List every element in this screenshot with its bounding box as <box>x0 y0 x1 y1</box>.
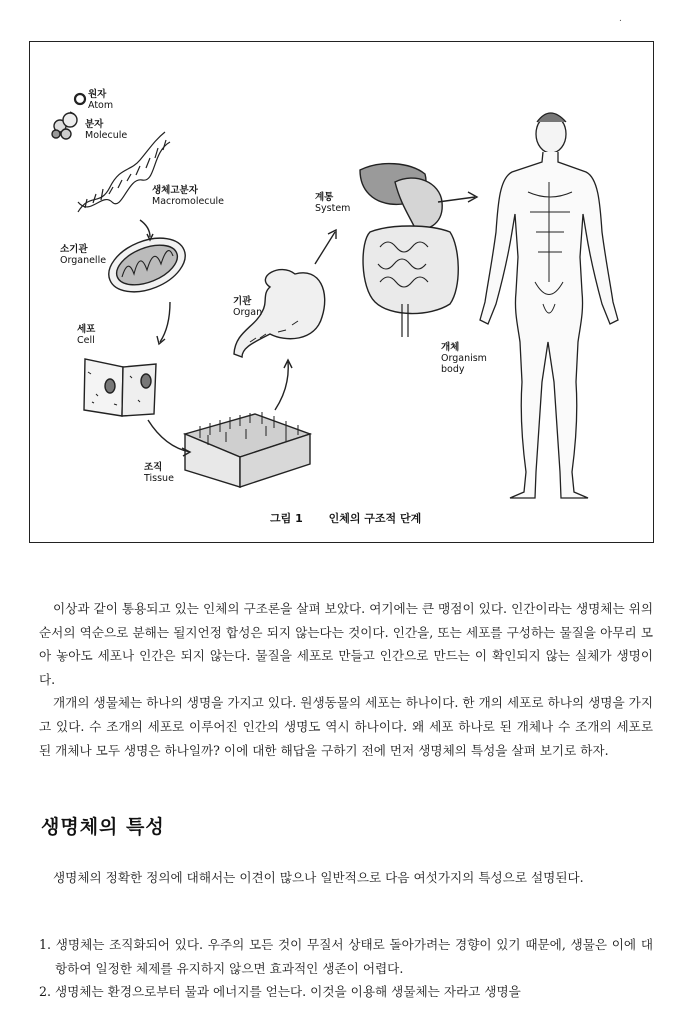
label-macromolecule <box>152 185 224 207</box>
label-atom-en: Atom <box>88 100 114 111</box>
label-cell <box>77 324 95 346</box>
label-organism-en: Organism <box>441 353 487 364</box>
label-organism-ko: 개체 <box>441 342 460 353</box>
label-tissue-ko: 조직 <box>144 462 163 473</box>
label-tissue-en: Tissue <box>144 473 174 484</box>
label-organism-en2: body <box>441 364 465 375</box>
label-organ-en: Organ <box>233 307 263 318</box>
figure-illustration <box>30 42 652 541</box>
label-macromolecule-ko: 생체고분자 <box>152 185 198 196</box>
page-mark: . <box>619 14 622 24</box>
label-organ <box>233 296 262 318</box>
label-cell-en: Cell <box>77 335 95 346</box>
section-title: 생명체의 특성 <box>41 816 165 838</box>
label-molecule <box>85 119 127 141</box>
label-tissue <box>144 462 174 484</box>
paragraph: 개개의 생물체는 하나의 생명을 가지고 있다. 원생동물의 세포는 하나이다. 한 개의 세포로 하나의 생명을 가지고 있다. 수 조개의 세포로 이루어진 인간의 생명도 역시 하나이다. 왜 세포 하나로 된 개체나 수 조개의 세포로 된 개체나 모두 생명은 하나일까? 이에 대한 해답을 구하기 전에 먼저 생명체의 특성을 살펴 보기로 하자. <box>39 695 653 758</box>
list-item: 1. 생명체는 조직화되어 있다. 우주의 모든 것이 무질서 상태로 돌아가려는 경향이 있기 때문에, 생물은 이에 대항하여 일정한 체제를 유지하지 않으면 효과적인 생존이 어렵다. <box>39 937 653 976</box>
figure-caption <box>270 510 421 526</box>
list-item: 2. 생명체는 환경으로부터 물과 에너지를 얻는다. 이것을 이용해 생물체는 자라고 생명을 <box>39 984 521 1000</box>
figure-caption-text: 인체의 구조적 단계 <box>328 512 422 525</box>
label-molecule-en: Molecule <box>85 130 128 141</box>
paragraph: 이상과 같이 통용되고 있는 인체의 구조론을 살펴 보았다. 여기에는 큰 맹점이 있다. 인간이라는 생명체는 위의 순서의 역순으로 분해는 될지언정 합성은 되지 않는다는 것이다. 인간을, 또는 세포를 구성하는 물질을 아무리 모아 놓아도 세포나 인간은 되지 않는다. 물질을 세포로 만들고 인간으로 만드는 이 확인되지 않는 실체가 생명이다. <box>39 601 653 687</box>
label-atom <box>88 89 113 111</box>
label-organ-ko: 기관 <box>233 296 252 307</box>
label-system-en: System <box>315 203 351 214</box>
figure-panel <box>29 41 654 543</box>
label-organelle-en: Organelle <box>60 255 107 266</box>
label-molecule-ko: 분자 <box>85 119 104 130</box>
atom-icon <box>75 94 85 104</box>
label-cell-ko: 세포 <box>77 324 96 335</box>
digestive-system-icon <box>360 164 458 337</box>
label-organism <box>441 342 487 375</box>
characteristics-list <box>39 933 653 1004</box>
label-system-ko: 계통 <box>315 192 334 203</box>
mitochondrion-icon <box>101 228 193 302</box>
section-intro <box>39 866 653 890</box>
cell-icon <box>84 359 156 416</box>
human-body-icon <box>480 113 618 498</box>
label-organelle <box>60 244 106 266</box>
label-organelle-ko: 소기관 <box>60 244 88 255</box>
label-macromolecule-en: Macromolecule <box>152 196 225 207</box>
paragraph: 생명체의 정확한 정의에 대해서는 이견이 많으나 일반적으로 다음 여섯가지의 특성으로 설명된다. <box>53 870 584 885</box>
intro-paragraphs <box>39 597 653 762</box>
label-atom-ko: 원자 <box>88 89 107 100</box>
label-system <box>315 192 350 214</box>
tissue-icon <box>185 412 310 487</box>
molecule-icon <box>52 113 77 139</box>
figure-number: 그림 1 <box>270 512 303 525</box>
